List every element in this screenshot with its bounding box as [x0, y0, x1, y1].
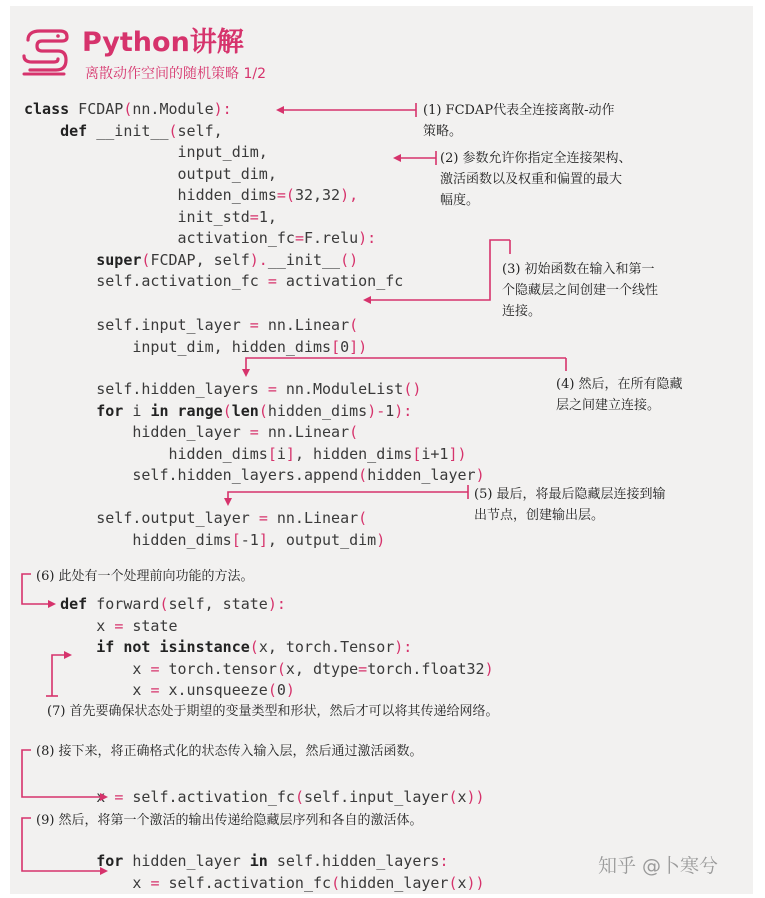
annotation-arrows	[10, 6, 753, 894]
slide-page	[10, 6, 753, 894]
annotation-line: 幅度。	[440, 193, 480, 208]
code-line: init_std=1,	[177, 207, 277, 226]
arrow-8	[22, 750, 106, 797]
code-line: self.hidden_layers = nn.ModuleList()	[96, 380, 422, 398]
page-title: Python讲解	[82, 27, 244, 58]
annotation-line: (5) 最后，将最后隐藏层连接到输	[474, 487, 666, 502]
code-line: x = torch.tensor(x, dtype=torch.float32)	[132, 659, 494, 678]
arrow-7	[52, 655, 70, 696]
code-line: class FCDAP(nn.Module):	[24, 100, 232, 118]
annotation-line: (4) 然后，在所有隐藏	[556, 377, 683, 392]
code-line: input_dim,	[177, 143, 268, 161]
code-line: for hidden_layer in self.hidden_layers:	[96, 852, 449, 870]
code-line: self.hidden_layers.append(hidden_layer)	[132, 466, 485, 484]
watermark: 知乎 @卜寒兮	[598, 855, 719, 877]
code-line: hidden_dims=(32,32),	[177, 186, 359, 204]
code-line: if not isinstance(x, torch.Tensor):	[96, 638, 413, 656]
code-line: activation_fc=F.relu):	[177, 229, 377, 247]
code-line: for i in range(len(hidden_dims)-1):	[96, 401, 413, 420]
annotation-line: (1) FCDAP代表全连接离散-动作	[423, 103, 615, 118]
arrow-6	[22, 574, 54, 604]
code-line: self.output_layer = nn.Linear(	[96, 509, 368, 527]
code-line: hidden_dims[-1], output_dim)	[132, 530, 386, 549]
arrow-4	[246, 358, 566, 375]
annotation-9: (9) 然后，将第一个激活的输出传递给隐藏层序列和各自的激活体。	[36, 813, 423, 828]
annotation-line: (2) 参数允许你指定全连接架构、	[440, 151, 632, 166]
arrow-5	[228, 492, 468, 504]
code-line: input_dim, hidden_dims[0])	[132, 337, 368, 356]
code-line: x = state	[96, 616, 178, 635]
arrow-9	[22, 818, 106, 871]
arrow-3	[365, 240, 510, 300]
code-line: hidden_dims[i], hidden_dims[i+1])	[168, 444, 467, 463]
annotation-line: 层之间建立连接。	[556, 398, 661, 413]
code-line: self.input_layer = nn.Linear(	[96, 316, 359, 334]
annotation-line: 连接。	[502, 304, 542, 319]
code-line: x = x.unsqueeze(0)	[132, 681, 295, 699]
code-line: output_dim,	[177, 164, 277, 183]
annotation-line: 策略。	[423, 124, 463, 139]
annotation-line: 个隐藏层之间创建一个线性	[502, 283, 659, 298]
annotation-8: (8) 接下来，将正确格式化的状态传入输入层，然后通过激活函数。	[36, 744, 423, 759]
annotation-line: 激活函数以及权重和偏置的最大	[440, 172, 623, 187]
annotation-6: (6) 此处有一个处理前向功能的方法。	[36, 569, 254, 584]
code-line: x = self.activation_fc(hidden_layer(x))	[132, 873, 485, 892]
page-subtitle: 离散动作空间的随机策略 1/2	[85, 66, 266, 82]
annotation-line: (3) 初始函数在输入和第一	[502, 262, 655, 277]
annotation-line: 出节点，创建输出层。	[474, 508, 605, 523]
code-line: self.activation_fc = activation_fc	[96, 272, 404, 290]
code-line: hidden_layer = nn.Linear(	[132, 423, 359, 441]
code-line: def __init__(self,	[60, 121, 223, 140]
code-line: super(FCDAP, self).__init__()	[96, 250, 359, 269]
code-line: def forward(self, state):	[60, 595, 286, 613]
code-line: x = self.activation_fc(self.input_layer(x))	[96, 788, 485, 806]
annotation-7: (7) 首先要确保状态处于期望的变量类型和形状，然后才可以将其传递给网络。	[47, 704, 499, 719]
